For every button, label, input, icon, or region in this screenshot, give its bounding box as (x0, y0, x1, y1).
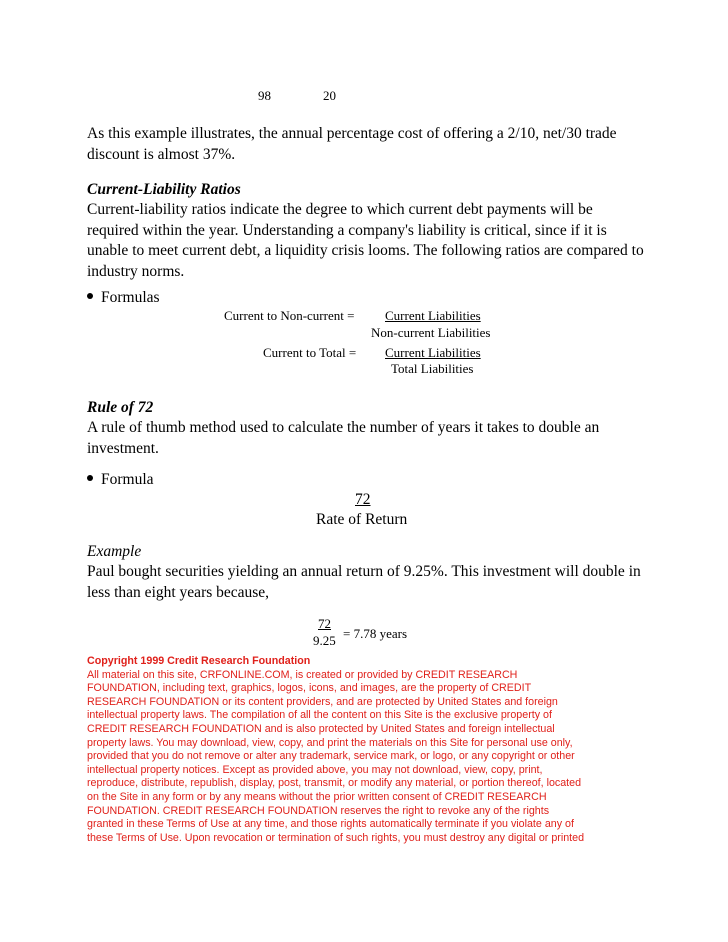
formula2-denominator: Total Liabilities (391, 361, 474, 376)
copyright-line: FOUNDATION, including text, graphics, logos, icons, and images, are the property of CREDIT (87, 682, 532, 695)
copyright-heading: Copyright 1999 Credit Research Foundation (87, 655, 311, 667)
formula1-numerator: Current Liabilities (385, 308, 481, 323)
copyright-line: property laws. You may download, view, copy, and print the materials on this Site for personal use only, (87, 736, 573, 749)
rule72-denominator: Rate of Return (316, 511, 408, 528)
formula1-label: Current to Non-current = (224, 308, 355, 323)
copyright-line: CREDIT RESEARCH FOUNDATION and is also protected by United States and foreign intellectual (87, 722, 555, 735)
example-heading: Example (87, 543, 142, 560)
copyright-line: All material on this site, CRFONLINE.COM, is created or provided by CREDIT RESEARCH (87, 668, 518, 681)
current-liability-body: Current-liability ratios indicate the degree to which current debt payments will be required within the year. Understanding a company's liability is critical, since if it is unable to meet current debt, a liquidity crisis looms. The following ratios are compared to industry norms. (87, 201, 644, 280)
bullet-dot-icon (87, 475, 93, 481)
example-denominator: 9.25 (313, 633, 336, 648)
copyright-notice (87, 655, 647, 845)
copyright-line: intellectual property laws. The compilation of all the content on this Site is the exclusive property of (87, 709, 552, 722)
copyright-line: provided that you do not remove or alter any trademark, service mark, or logo, or any copyright or other (87, 750, 575, 763)
top-number-right: 20 (323, 88, 336, 103)
example-numerator: 72 (318, 616, 331, 631)
rule72-body: A rule of thumb method used to calculate the number of years it takes to double an investment. (87, 419, 600, 457)
formula2-numerator: Current Liabilities (385, 345, 481, 360)
copyright-line: RESEARCH FOUNDATION or its content providers, and are protected by United States and foreign (87, 695, 558, 708)
formula2-label: Current to Total = (263, 345, 357, 360)
rule72-heading: Rule of 72 (87, 399, 154, 416)
copyright-line: granted in these Terms of Use at any time, and those rights automatically terminate if you violate any of (87, 818, 574, 831)
copyright-line: on the Site in any form or by any means without the prior written consent of CREDIT RESEARCH (87, 790, 547, 803)
formula-bullet-label: Formula (101, 471, 154, 488)
copyright-line: reproduce, distribute, republish, display, post, transmit, or modify any material, or portion thereof, located (87, 777, 582, 790)
current-liability-heading: Current-Liability Ratios (87, 181, 241, 198)
copyright-line: intellectual property notices. Except as provided above, you may not download, view, copy, print, (87, 763, 543, 776)
copyright-line: FOUNDATION. CREDIT RESEARCH FOUNDATION reserves the right to revoke any of the rights (87, 804, 550, 817)
formulas-bullet-label: Formulas (101, 289, 160, 306)
example-result: = 7.78 years (343, 626, 408, 641)
formula1-denominator: Non-current Liabilities (371, 325, 491, 340)
formulas-bullet (87, 288, 160, 308)
bullet-dot-icon (87, 293, 93, 299)
formula-bullet (87, 470, 154, 490)
intro-paragraph: As this example illustrates, the annual percentage cost of offering a 2/10, net/30 trade discount is almost 37%. (87, 125, 617, 163)
copyright-line: these Terms of Use. Upon revocation or termination of such rights, you must destroy any digital or printed (87, 831, 585, 844)
top-number-left: 98 (258, 88, 271, 103)
rule72-numerator: 72 (355, 491, 371, 508)
example-body: Paul bought securities yielding an annual return of 9.25%. This investment will double in less than eight years because, (87, 563, 641, 601)
